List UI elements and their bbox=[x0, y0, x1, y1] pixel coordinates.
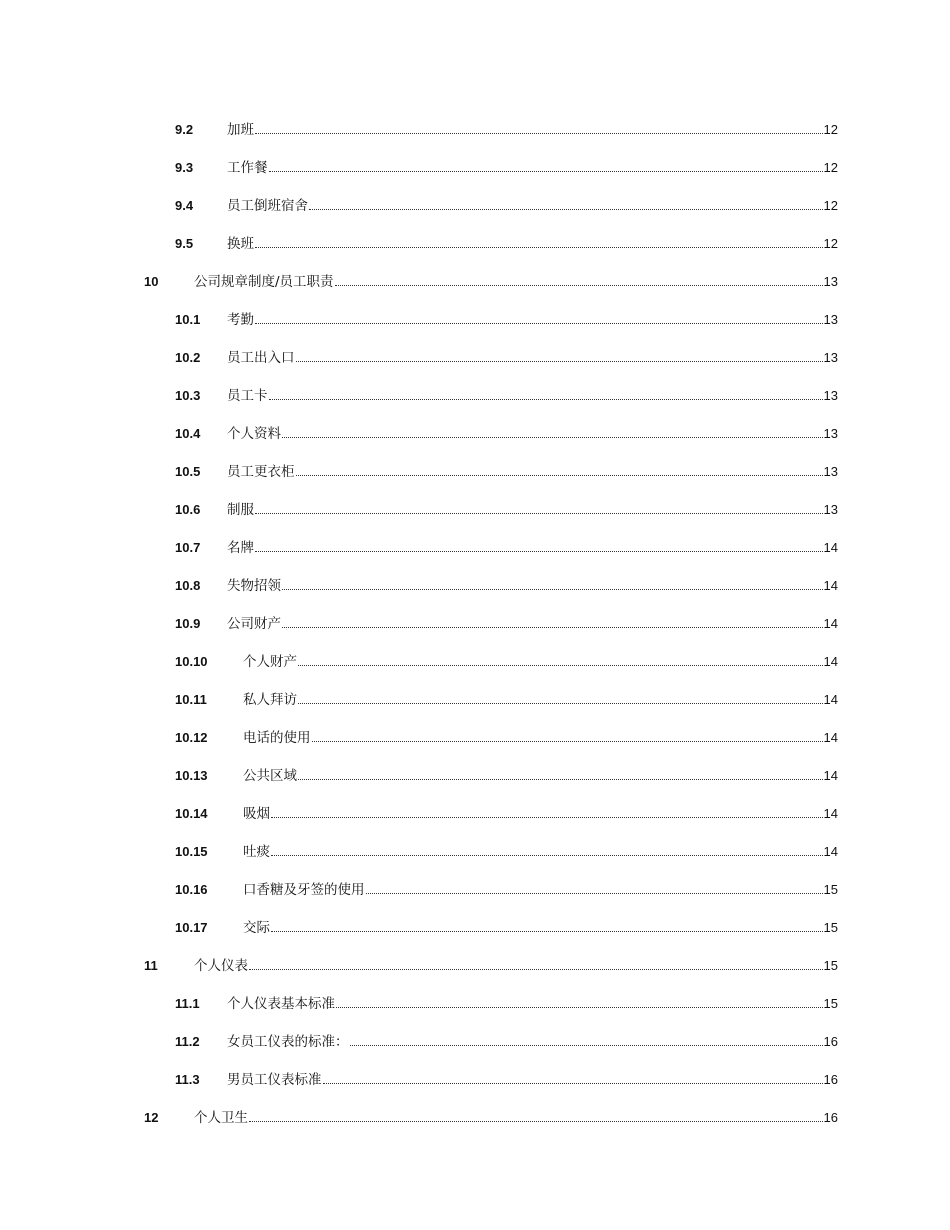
toc-dot-leader bbox=[255, 551, 823, 552]
toc-entry-title: 公共区域 bbox=[243, 768, 297, 784]
toc-entry-page-number: 14 bbox=[823, 730, 838, 745]
toc-section-entry[interactable] bbox=[0, 1061, 950, 1099]
toc-entry-body bbox=[227, 461, 838, 483]
toc-entry-number: 10.15 bbox=[175, 844, 208, 859]
toc-section-entry[interactable] bbox=[0, 225, 950, 263]
toc-entry-body bbox=[227, 233, 838, 255]
toc-entry-page-number: 15 bbox=[823, 958, 838, 973]
toc-entry-body bbox=[227, 195, 838, 217]
toc-entry-page-number: 16 bbox=[823, 1034, 838, 1049]
toc-entry-number: 10.8 bbox=[175, 578, 201, 593]
toc-entry-body bbox=[243, 917, 838, 939]
toc-entry-page-number: 13 bbox=[823, 426, 838, 441]
toc-section-entry[interactable] bbox=[0, 567, 950, 605]
toc-dot-leader bbox=[249, 969, 823, 970]
toc-entry-number: 12 bbox=[144, 1110, 159, 1125]
toc-dot-leader bbox=[296, 475, 823, 476]
toc-entry-body bbox=[243, 841, 838, 863]
toc-section-entry[interactable] bbox=[0, 149, 950, 187]
toc-entry-number: 10.4 bbox=[175, 426, 201, 441]
toc-entry-body bbox=[243, 651, 838, 673]
toc-entry-number: 10 bbox=[144, 274, 159, 289]
toc-entry-title: 换班 bbox=[227, 236, 254, 252]
toc-chapter-entry[interactable] bbox=[0, 263, 950, 301]
toc-chapter-entry[interactable] bbox=[0, 1099, 950, 1137]
toc-entry-body bbox=[227, 347, 838, 369]
toc-entry-body bbox=[243, 765, 838, 787]
toc-entry-page-number: 12 bbox=[823, 122, 838, 137]
toc-entry-number: 10.17 bbox=[175, 920, 208, 935]
toc-dot-leader bbox=[282, 437, 823, 438]
toc-entry-body bbox=[194, 271, 838, 293]
toc-entry-body bbox=[227, 575, 838, 597]
toc-entry-page-number: 14 bbox=[823, 692, 838, 707]
toc-entry-title: 私人拜访 bbox=[243, 692, 297, 708]
toc-entry-number: 11.3 bbox=[175, 1072, 200, 1087]
toc-dot-leader bbox=[255, 513, 823, 514]
toc-dot-leader bbox=[336, 1007, 823, 1008]
toc-dot-leader bbox=[255, 323, 823, 324]
toc-entry-title: 个人资料 bbox=[227, 426, 281, 442]
toc-section-entry[interactable] bbox=[0, 1023, 950, 1061]
toc-entry-number: 11 bbox=[144, 958, 158, 973]
toc-entry-title: 员工卡 bbox=[227, 388, 268, 404]
toc-entry-title: 个人仪表 bbox=[194, 958, 248, 974]
toc-entry-page-number: 12 bbox=[823, 236, 838, 251]
toc-entry-title: 失物招领 bbox=[227, 578, 281, 594]
toc-entry-page-number: 12 bbox=[823, 160, 838, 175]
toc-entry-body bbox=[227, 119, 838, 141]
toc-section-entry[interactable] bbox=[0, 415, 950, 453]
toc-dot-leader bbox=[298, 779, 823, 780]
toc-dot-leader bbox=[309, 209, 823, 210]
toc-section-entry[interactable] bbox=[0, 909, 950, 947]
toc-entry-title: 公司规章制度/员工职责 bbox=[194, 274, 334, 290]
toc-dot-leader bbox=[298, 703, 823, 704]
toc-entry-number: 10.14 bbox=[175, 806, 208, 821]
toc-entry-number: 9.4 bbox=[175, 198, 194, 213]
toc-entry-number: 10.16 bbox=[175, 882, 208, 897]
toc-entry-page-number: 12 bbox=[823, 198, 838, 213]
toc-entry-body bbox=[243, 879, 838, 901]
toc-entry-page-number: 13 bbox=[823, 350, 838, 365]
toc-dot-leader bbox=[282, 589, 823, 590]
toc-entry-page-number: 14 bbox=[823, 806, 838, 821]
toc-entry-page-number: 16 bbox=[823, 1110, 838, 1125]
toc-section-entry[interactable] bbox=[0, 377, 950, 415]
toc-section-entry[interactable] bbox=[0, 719, 950, 757]
toc-entry-title: 名牌 bbox=[227, 540, 254, 556]
toc-entry-number: 11.2 bbox=[175, 1034, 200, 1049]
toc-entry-number: 10.5 bbox=[175, 464, 201, 479]
toc-entry-title: 公司财产 bbox=[227, 616, 281, 632]
toc-entry-title: 制服 bbox=[227, 502, 254, 518]
toc-entry-body bbox=[227, 385, 838, 407]
table-of-contents bbox=[0, 111, 950, 1137]
toc-entry-title: 考勤 bbox=[227, 312, 254, 328]
toc-dot-leader bbox=[312, 741, 823, 742]
toc-entry-title: 电话的使用 bbox=[243, 730, 311, 746]
toc-section-entry[interactable] bbox=[0, 529, 950, 567]
toc-chapter-entry[interactable] bbox=[0, 947, 950, 985]
toc-dot-leader bbox=[282, 627, 823, 628]
toc-dot-leader bbox=[271, 855, 823, 856]
toc-entry-page-number: 13 bbox=[823, 502, 838, 517]
toc-entry-number: 11.1 bbox=[175, 996, 200, 1011]
toc-dot-leader bbox=[335, 285, 823, 286]
toc-entry-page-number: 14 bbox=[823, 768, 838, 783]
toc-entry-number: 10.3 bbox=[175, 388, 201, 403]
toc-dot-leader bbox=[271, 817, 823, 818]
toc-dot-leader bbox=[298, 665, 823, 666]
toc-entry-body bbox=[227, 993, 838, 1015]
toc-entry-title: 员工出入口 bbox=[227, 350, 295, 366]
toc-entry-page-number: 14 bbox=[823, 578, 838, 593]
toc-entry-page-number: 13 bbox=[823, 274, 838, 289]
toc-dot-leader bbox=[350, 1045, 823, 1046]
toc-section-entry[interactable] bbox=[0, 111, 950, 149]
toc-dot-leader bbox=[323, 1083, 823, 1084]
toc-entry-page-number: 14 bbox=[823, 654, 838, 669]
toc-entry-page-number: 15 bbox=[823, 920, 838, 935]
toc-entry-body bbox=[194, 1107, 838, 1129]
toc-dot-leader bbox=[255, 133, 823, 134]
toc-entry-body bbox=[243, 689, 838, 711]
toc-entry-body bbox=[227, 499, 838, 521]
toc-entry-body bbox=[243, 803, 838, 825]
toc-section-entry[interactable] bbox=[0, 681, 950, 719]
toc-section-entry[interactable] bbox=[0, 301, 950, 339]
toc-entry-number: 9.3 bbox=[175, 160, 194, 175]
toc-dot-leader bbox=[249, 1121, 823, 1122]
toc-entry-body bbox=[227, 423, 838, 445]
toc-section-entry[interactable] bbox=[0, 795, 950, 833]
toc-entry-title: 个人卫生 bbox=[194, 1110, 248, 1126]
toc-section-entry[interactable] bbox=[0, 605, 950, 643]
toc-dot-leader bbox=[269, 399, 823, 400]
toc-entry-number: 10.2 bbox=[175, 350, 201, 365]
toc-entry-page-number: 14 bbox=[823, 616, 838, 631]
toc-entry-number: 10.12 bbox=[175, 730, 208, 745]
toc-entry-page-number: 14 bbox=[823, 540, 838, 555]
toc-entry-number: 10.6 bbox=[175, 502, 201, 517]
toc-entry-number: 10.13 bbox=[175, 768, 208, 783]
toc-section-entry[interactable] bbox=[0, 757, 950, 795]
toc-entry-number: 9.2 bbox=[175, 122, 194, 137]
toc-entry-title: 加班 bbox=[227, 122, 254, 138]
toc-entry-body bbox=[227, 613, 838, 635]
toc-entry-body bbox=[227, 1031, 838, 1053]
toc-entry-number: 9.5 bbox=[175, 236, 194, 251]
toc-entry-page-number: 13 bbox=[823, 312, 838, 327]
toc-section-entry[interactable] bbox=[0, 187, 950, 225]
toc-entry-title: 口香糖及牙签的使用 bbox=[243, 882, 365, 898]
toc-section-entry[interactable] bbox=[0, 453, 950, 491]
toc-dot-leader bbox=[269, 171, 823, 172]
toc-entry-title: 个人财产 bbox=[243, 654, 297, 670]
toc-dot-leader bbox=[271, 931, 823, 932]
toc-entry-page-number: 15 bbox=[823, 996, 838, 1011]
toc-entry-body bbox=[227, 1069, 838, 1091]
toc-dot-leader bbox=[296, 361, 823, 362]
toc-entry-title: 交际 bbox=[243, 920, 270, 936]
toc-entry-number: 10.11 bbox=[175, 692, 207, 707]
toc-entry-body bbox=[227, 537, 838, 559]
toc-section-entry[interactable] bbox=[0, 339, 950, 377]
toc-entry-page-number: 14 bbox=[823, 844, 838, 859]
toc-entry-page-number: 13 bbox=[823, 388, 838, 403]
toc-section-entry[interactable] bbox=[0, 871, 950, 909]
toc-entry-number: 10.7 bbox=[175, 540, 201, 555]
toc-section-entry[interactable] bbox=[0, 985, 950, 1023]
toc-entry-number: 10.9 bbox=[175, 616, 201, 631]
toc-entry-title: 个人仪表基本标准 bbox=[227, 996, 335, 1012]
toc-entry-title: 男员工仪表标准 bbox=[227, 1072, 322, 1088]
toc-entry-body bbox=[194, 955, 838, 977]
toc-entry-page-number: 15 bbox=[823, 882, 838, 897]
toc-entry-body bbox=[227, 309, 838, 331]
toc-entry-body bbox=[227, 157, 838, 179]
toc-entry-title: 吸烟 bbox=[243, 806, 270, 822]
toc-dot-leader bbox=[255, 247, 823, 248]
toc-entry-title: 工作餐 bbox=[227, 160, 268, 176]
toc-entry-number: 10.10 bbox=[175, 654, 208, 669]
toc-entry-title: 员工更衣柜 bbox=[227, 464, 295, 480]
toc-entry-number: 10.1 bbox=[175, 312, 201, 327]
toc-dot-leader bbox=[366, 893, 823, 894]
toc-entry-title: 吐痰 bbox=[243, 844, 270, 860]
toc-entry-body bbox=[243, 727, 838, 749]
toc-entry-page-number: 16 bbox=[823, 1072, 838, 1087]
toc-entry-title: 女员工仪表的标准： bbox=[227, 1034, 349, 1050]
toc-entry-title: 员工倒班宿舍 bbox=[227, 198, 308, 214]
toc-section-entry[interactable] bbox=[0, 833, 950, 871]
toc-section-entry[interactable] bbox=[0, 491, 950, 529]
toc-section-entry[interactable] bbox=[0, 643, 950, 681]
toc-entry-page-number: 13 bbox=[823, 464, 838, 479]
